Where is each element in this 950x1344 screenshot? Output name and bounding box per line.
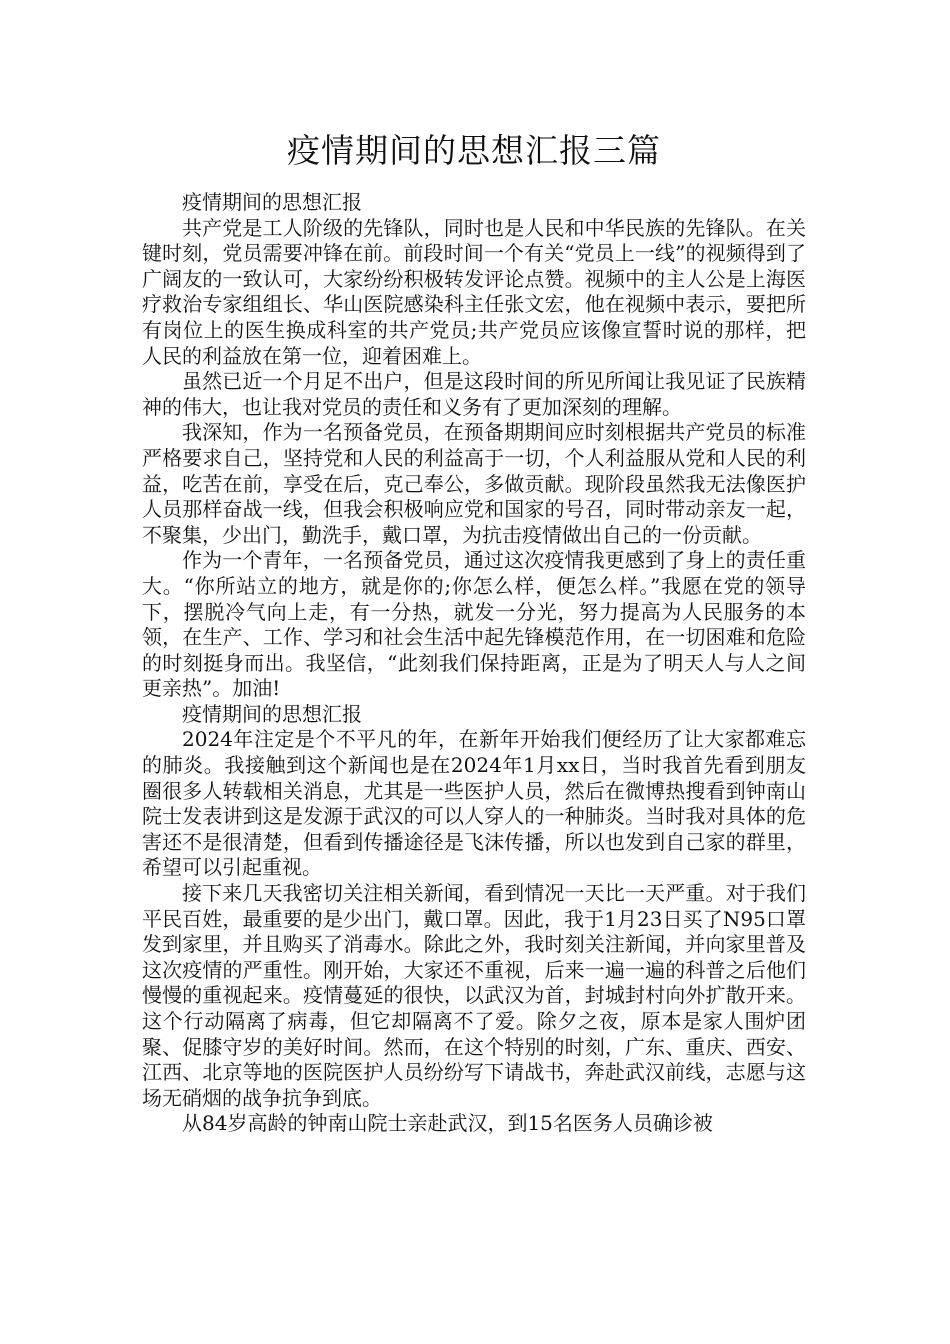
section-heading-1: 疫情期间的思想汇报 xyxy=(182,190,362,214)
document-title: 疫情期间的思想汇报三篇 xyxy=(287,131,661,170)
paragraph-6: 接下来几天我密切关注相关新闻，看到情况一天比一天严重。对于我们平民百姓，最重要的是少出门，戴口罩。因此，我于1月23日买了N95口罩发到家里，并且购买了消毒水。除此之外，我时刻关注新闻，并向家里普及这次疫情的严重性。刚开始，大家还不重视，后来一遍一遍的科普之后他们慢慢的重视起来。疫情蔓延的很快，以武汉为首，封城封村向外扩散开来。这个行动隔离了病毒，但它却隔离不了爱。除夕之夜，原本是家人围炉团聚、促膝守岁的美好时间。然而，在这个特别的时刻，广东、重庆、西安、江西、北京等地的医院医护人员纷纷写下请战书，奔赴武汉前线，志愿与这场无硝烟的战争抗争到底。 xyxy=(142,881,806,1110)
paragraph-5: 2024年注定是个不平凡的年，在新年开始我们便经历了让大家都难忘的肺炎。我接触到这个新闻也是在2024年1月xx日，当时我首先看到朋友圈很多人转载相关消息，尤其是一些医护人员，然后在微博热搜看到钟南山院士发表讲到这是发源于武汉的可以人穿人的一种肺炎。当时我对具体的危害还不是很清楚，但看到传播途径是飞沫传播，所以也发到自己家的群里，希望可以引起重视。 xyxy=(142,727,806,880)
section-heading-2: 疫情期间的思想汇报 xyxy=(182,701,362,726)
paragraph-1: 共产党是工人阶级的先锋队，同时也是人民和中华民族的先锋队。在关键时刻，党员需要冲锋在前。前段时间一个有关“党员上一线”的视频得到了广阔友的一致认可，大家纷纷积极转发评论点赞。视频中的主人公是上海医疗救治专家组组长、华山医院感染科主任张文宏，他在视频中表示，要把所有岗位上的医生换成科室的共产党员;共产党员应该像宣誓时说的那样，把人民的利益放在第一位，迎着困难上。 xyxy=(142,215,806,368)
paragraph-2: 虽然已近一个月足不出户，但是这段时间的所见所闻让我见证了民族精神的伟大，也让我对党员的责任和义务有了更加深刻的理解。 xyxy=(142,369,806,419)
paragraph-4: 作为一个青年，一名预备党员，通过这次疫情我更感到了身上的责任重大。“你所站立的地方，就是你的;你怎么样，便怎么样。”我愿在党的领导下，摆脱冷气向上走，有一分热，就发一分光，努力提高为人民服务的本领，在生产、工作、学习和社会生活中起先锋模范作用，在一切困难和危险的时刻挺身而出。我坚信，“此刻我们保持距离，正是为了明天人与人之间更亲热”。加油! xyxy=(142,548,806,701)
paragraph-3: 我深知，作为一名预备党员，在预备期期间应时刻根据共产党员的标准严格要求自己，坚持党和人民的利益高于一切，个人利益服从党和人民的利益，吃苦在前，享受在后，克己奉公，多做贡献。现阶段虽然我无法像医护人员那样奋战一线，但我会积极响应党和国家的号召，同时带动亲友一起，不聚集，少出门，勤洗手，戴口罩，为抗击疫情做出自己的一份贡献。 xyxy=(142,420,806,547)
document-page xyxy=(142,128,806,1137)
paragraph-7: 从84岁高龄的钟南山院士亲赴武汉，到15名医务人员确诊被 xyxy=(182,1111,713,1136)
